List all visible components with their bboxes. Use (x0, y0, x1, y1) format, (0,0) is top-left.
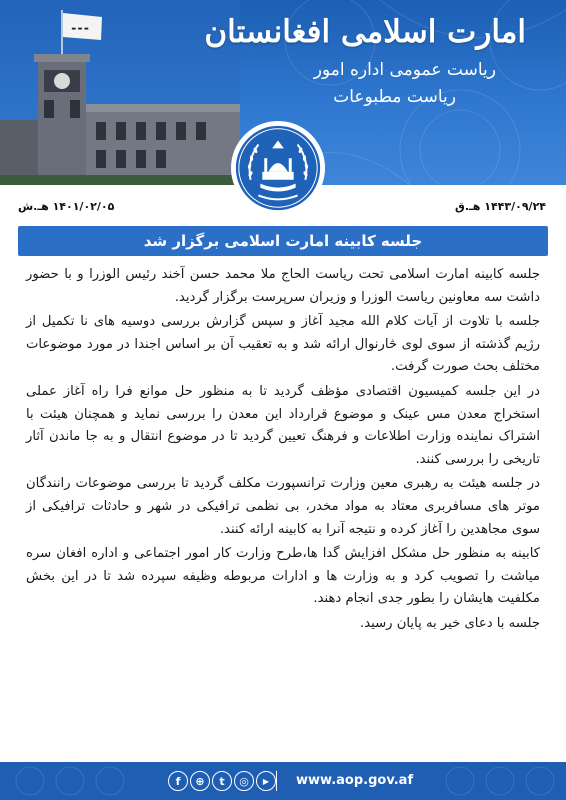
paragraph: در جلسه هیئت به رهبری معین وزارت ترانسپورت مکلف گردید تا بررسی موضوعات رانندگان موتر های مسافربری معتاد به مواد مخدر، بی نظمی ترافیکی در شهر و حادثات ترافیکی از سوی مجاهدین را آغاز کرده و نتیجه آنرا به کابینه ارائه کنند. (26, 476, 540, 537)
web-globe-icon[interactable]: ⊕ (190, 771, 210, 791)
press-office-subtitle: ریاست مطبوعات (333, 87, 456, 107)
organization-title: امارت اسلامی افغانستان (204, 14, 526, 50)
date-solar-hijri: ۱۴۰۱/۰۲/۰۵ هـ.ش (18, 200, 115, 213)
headline-title: جلسه کابینه امارت اسلامی برگزار شد (143, 232, 423, 250)
date-lunar-hijri: ۱۴۴۳/۰۹/۲۴ هـ.ق (455, 200, 546, 213)
paragraph: جلسه با دعای خیر به پایان رسید. (360, 615, 540, 631)
svg-text:▬ ▬ ▬: ▬ ▬ ▬ (71, 26, 89, 32)
youtube-icon[interactable]: ▶ (256, 771, 276, 791)
footer-ornament-pattern (0, 762, 566, 800)
paragraph: در این جلسه کمیسیون اقتصادی مؤظف گردید تا به منظور حل موانع فرا راه آغاز عملی استخراج معدن مس عینک و موضوع قرارداد این معدن را بررسی نماید و همچنان هیئت با اشتراک نماینده وزارت اطلاعات و فرهنگ تعیین گردید تا در موضوع انتقال و به جا ماندن آثار تاریخی را بررسی کنند. (26, 383, 540, 467)
paragraph: جلسه کابینه امارت اسلامی تحت ریاست الحاج ملا محمد حسن آخند رئیس الوزرا و با حضور داشت سه معاونین ریاست الوزرا و وزیران سرپرست برگزار گردید. (26, 267, 540, 305)
facebook-icon[interactable]: f (168, 771, 188, 791)
paragraph: کابینه به منظور حل مشکل افزایش گدا ها،طرح وزارت کار امور اجتماعی و اداره افغان سره میاشت را تصویب کرد و به وزارت ها و ادارات مربوطه وظیفه سپرده شد تا در این بخش مکلفیت هایشان را بطور جدی انجام دهند. (26, 546, 540, 607)
emblem-seal-icon (229, 119, 327, 217)
paragraph: جلسه با تلاوت از آیات کلام الله مجید آغاز و سپس گزارش بررسی دوسیه های نا تکمیل از رژیم گذشته از سوی لوی څارنوال ارائه شد و به تعقیب آن بر اساس اجندا در مورد موضوعات مختلف بحث صورت گرفت. (26, 314, 540, 375)
department-subtitle: ریاست عمومی اداره امور (313, 60, 496, 80)
footer-divider (276, 771, 277, 791)
article-body (26, 264, 540, 638)
twitter-icon[interactable]: t (212, 771, 232, 791)
instagram-icon[interactable]: ◎ (234, 771, 254, 791)
website-link[interactable]: www.aop.gov.af (296, 773, 414, 788)
footer-bar (0, 762, 566, 800)
headline-bar (18, 226, 548, 256)
